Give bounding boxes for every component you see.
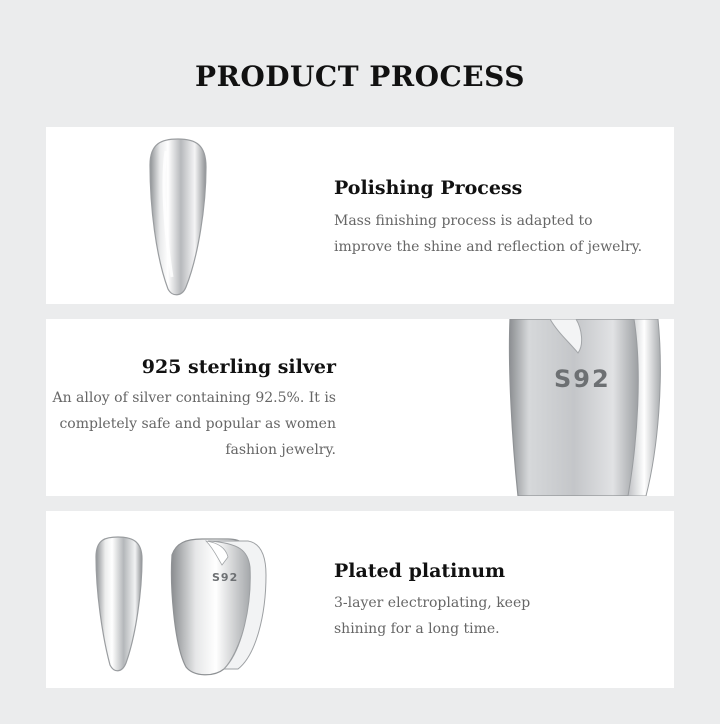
description-line: shining for a long time. [334, 621, 500, 637]
section-description [334, 208, 642, 260]
page-title: PRODUCT PROCESS [195, 60, 525, 93]
earring-front-image [142, 137, 214, 299]
plated-platinum-card [46, 511, 674, 688]
description-line: improve the shine and reflection of jewelry. [334, 239, 643, 255]
description-line: Mass finishing process is adapted to [334, 213, 593, 229]
section-description [334, 590, 530, 642]
section-heading: Polishing Process [334, 177, 523, 199]
s92-stamp: S92 [554, 365, 611, 393]
description-line: completely safe and popular as women [59, 416, 336, 432]
s92-stamp: S92 [212, 571, 239, 584]
section-description [52, 385, 336, 463]
sterling-silver-card [46, 319, 674, 496]
section-heading: Plated platinum [334, 560, 506, 582]
description-line: An alloy of silver containing 92.5%. It is [52, 390, 336, 406]
section-heading: 925 sterling silver [141, 356, 336, 378]
earring-inside-closeup-image [508, 319, 674, 496]
earring-pair-image [90, 535, 280, 677]
description-line: 3-layer electroplating, keep [334, 595, 531, 611]
description-line: fashion jewelry. [225, 442, 336, 458]
polishing-process-card [46, 127, 674, 304]
